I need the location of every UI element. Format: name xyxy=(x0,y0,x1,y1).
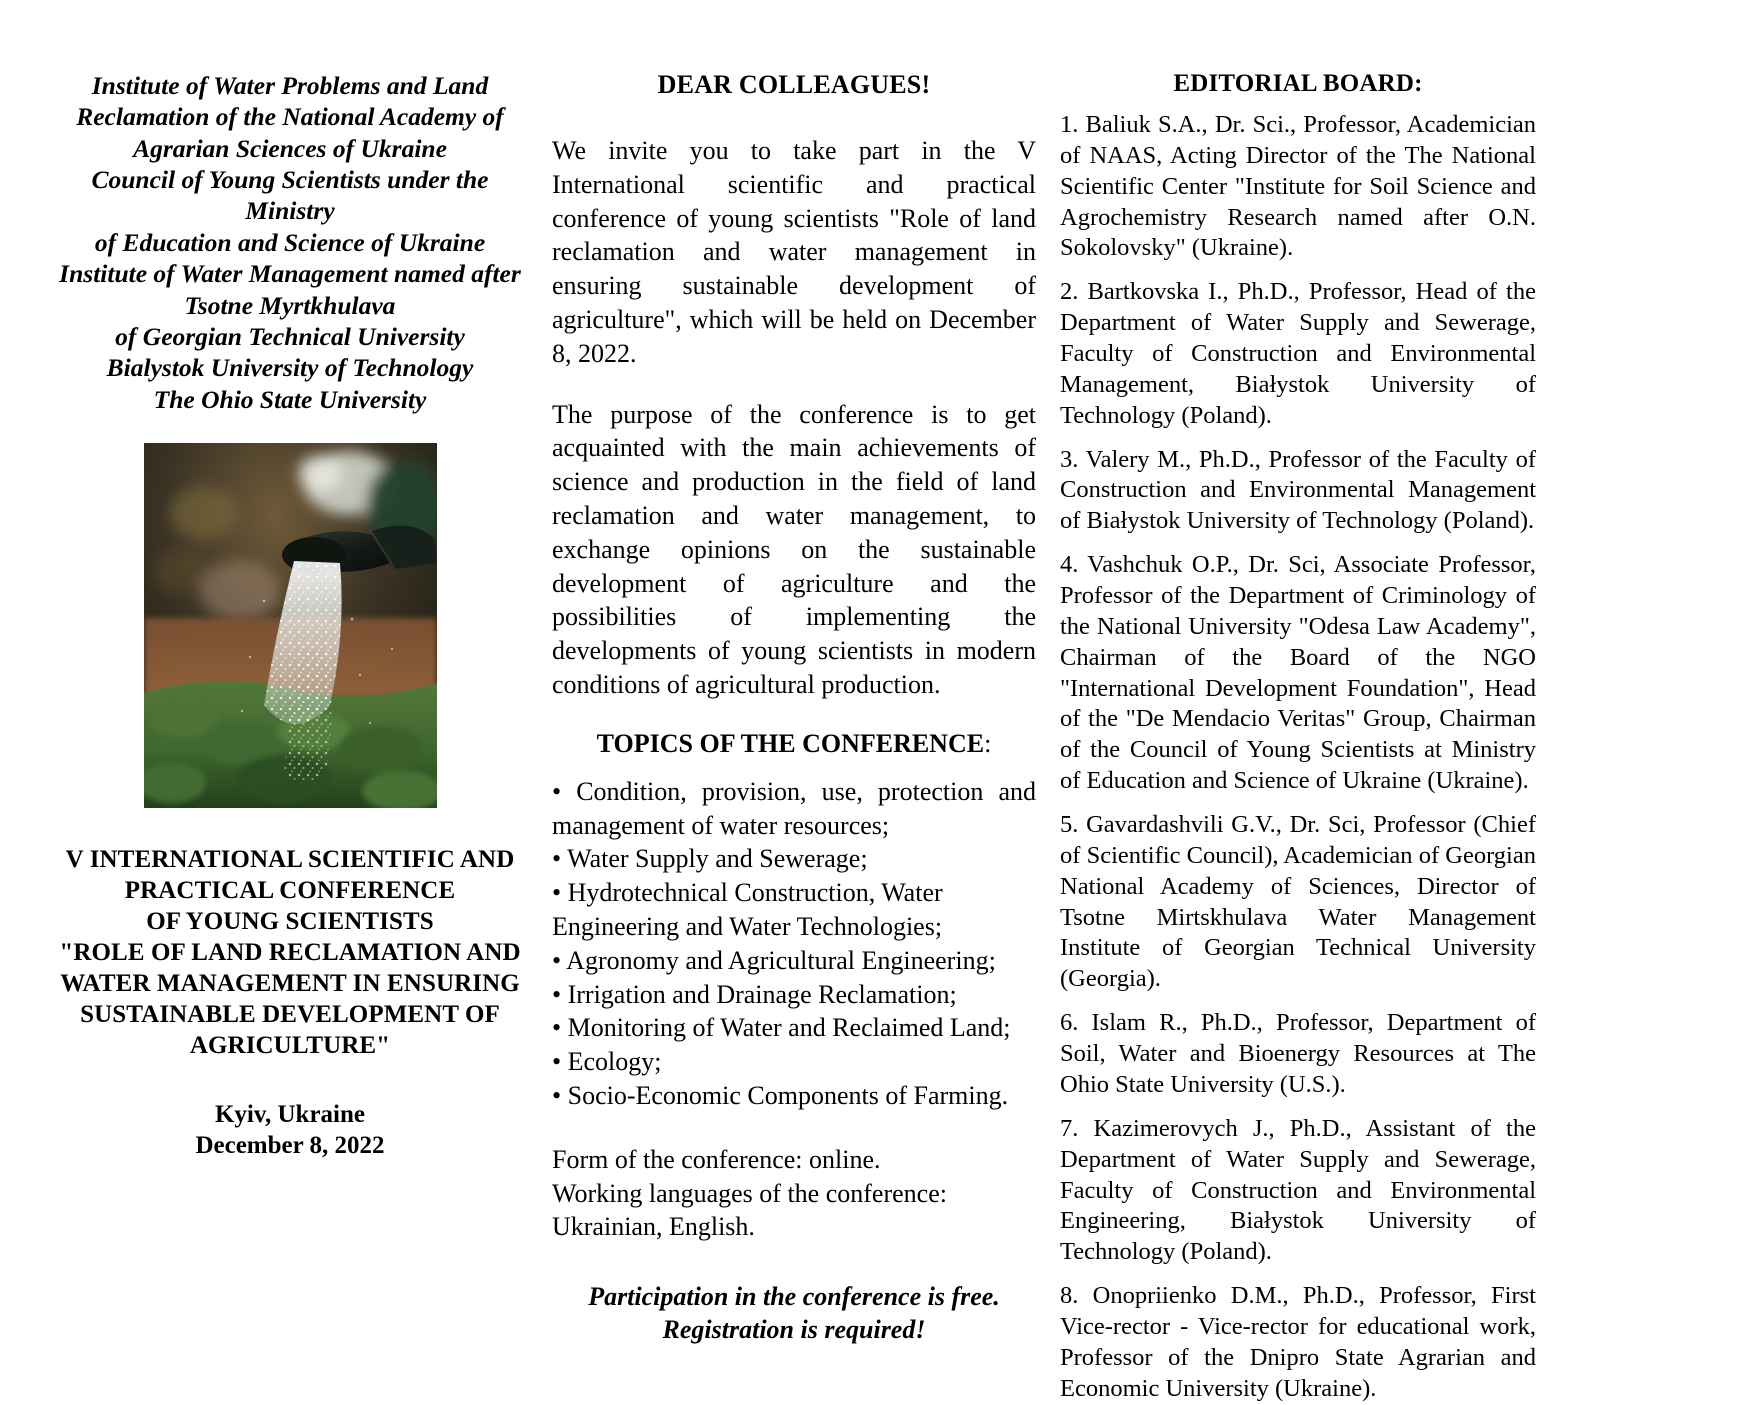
conference-title-line: SUSTAINABLE DEVELOPMENT OF xyxy=(80,1000,500,1028)
organizer-line: Agrarian Sciences of Ukraine xyxy=(133,133,447,163)
purpose-paragraph: The purpose of the conference is to get acquainted with the main achievements of science and production in the field of land reclamation and water management, to exchange opinions on the sustainable development of agriculture and the possibilities of implementing the developments of young scientists in modern conditions of agricultural production. xyxy=(552,399,1036,699)
invitation-paragraph: We invite you to take part in the V International scientific and practical conference of young scientists "Role of land reclamation and water management in ensuring sustainable development of agriculture", which will be held on December 8, 2022. xyxy=(552,136,1036,368)
topics-heading-text: TOPICS OF THE CONFERENCE xyxy=(596,728,985,758)
conference-languages: Working languages of the conference: Ukrainian, English. xyxy=(552,1178,947,1242)
registration-required-line: Registration is required! xyxy=(662,1315,926,1345)
photo-container xyxy=(144,443,437,808)
topic-item: • Ecology; xyxy=(552,1047,662,1077)
conference-date: December 8, 2022 xyxy=(195,1132,385,1160)
dear-colleagues-heading: DEAR COLLEAGUES! xyxy=(657,70,931,99)
topics-heading-colon: : xyxy=(984,728,992,758)
board-member-item: 1. Baliuk S.A., Dr. Sci., Professor, Academician of NAAS, Acting Director of the The National Scientific Center "Institute for Soil Science and Agrochemistry Research named after O.N. Sokolovsky" (Ukraine). xyxy=(1060,111,1536,262)
participation-free-line: Participation in the conference is free. xyxy=(588,1282,1000,1312)
conference-details xyxy=(552,1143,1036,1244)
place-and-date xyxy=(58,1099,522,1162)
topic-item: • Monitoring of Water and Reclaimed Land; xyxy=(552,1013,1011,1043)
left-column xyxy=(40,70,540,1162)
organizer-line: of Georgian Technical University xyxy=(115,321,465,351)
topic-item: • Agronomy and Agricultural Engineering; xyxy=(552,945,996,975)
right-column xyxy=(1048,70,1548,1405)
topic-item: • Condition, provision, use, protection and management of water resources; xyxy=(552,776,1036,840)
organizer-line: Council of Young Scientists under the Ministry xyxy=(91,165,489,226)
conference-title-line: OF YOUNG SCIENTISTS xyxy=(146,907,434,935)
topic-item: • Water Supply and Sewerage; xyxy=(552,844,868,874)
editorial-board-heading: EDITORIAL BOARD: xyxy=(1173,70,1423,97)
topic-item: • Irrigation and Drainage Reclamation; xyxy=(552,979,957,1009)
organizer-line: Institute of Water Management named after xyxy=(59,259,521,289)
conference-title-line: V INTERNATIONAL SCIENTIFIC AND xyxy=(65,845,515,873)
topic-item: • Hydrotechnical Construction, Water Engineering and Water Technologies; xyxy=(552,878,943,941)
organizer-line: The Ohio State University xyxy=(153,384,427,414)
board-member-item: 3. Valery M., Ph.D., Professor of the Faculty of Construction and Environmental Management of Białystok University of Technology (Poland). xyxy=(1060,445,1536,535)
organizers-block xyxy=(58,70,522,415)
board-member-item: 6. Islam R., Ph.D., Professor, Department of Soil, Water and Bioenergy Resources at The Ohio State University (U.S.). xyxy=(1060,1009,1536,1098)
organizer-line: of Education and Science of Ukraine xyxy=(94,227,486,257)
conference-place: Kyiv, Ukraine xyxy=(214,1100,365,1128)
participation-note xyxy=(552,1280,1036,1347)
middle-column xyxy=(540,70,1048,1347)
organizer-line: Bialystok University of Technology xyxy=(106,353,474,383)
board-member-item: 7. Kazimerovych J., Ph.D., Assistant of the Department of Water Supply and Sewerage, Faculty of Construction and Environmental Engineering, Białystok University of Technology (Poland). xyxy=(1060,1114,1536,1266)
watering-can-photo xyxy=(144,443,437,808)
topics-list xyxy=(552,775,1036,1113)
conference-title-line: PRACTICAL CONFERENCE xyxy=(124,876,456,904)
conference-title-line: WATER MANAGEMENT IN ENSURING xyxy=(60,969,520,997)
conference-form: Form of the conference: online. xyxy=(552,1144,881,1174)
conference-title-line: AGRICULTURE" xyxy=(189,1031,391,1059)
organizer-line: Reclamation of the National Academy of xyxy=(76,102,504,132)
editorial-board-list xyxy=(1060,110,1536,1405)
board-member-item: 8. Onopriienko D.M., Ph.D., Professor, First Vice-rector - Vice-rector for educational work, Professor of the Dnipro State Agrarian and Economic University (Ukraine). xyxy=(1060,1282,1536,1402)
topics-heading xyxy=(552,729,1036,759)
organizer-line: Institute of Water Problems and Land xyxy=(91,71,489,100)
conference-title xyxy=(58,844,522,1061)
board-member-item: 2. Bartkovska I., Ph.D., Professor, Head of the Department of Water Supply and Sewerage, Faculty of Construction and Environmental Management, Białystok University of Technology (Poland). xyxy=(1060,278,1536,429)
board-member-item: 4. Vashchuk O.P., Dr. Sci, Associate Professor, Professor of the Department of Criminology of the National University "Odesa Law Academy", Chairman of the Board of the NGO "International Development Foundation", Head of the "De Mendacio Veritas" Group, Chairman of the Council of Young Scientists at Ministry of Education and Science of Ukraine (Ukraine). xyxy=(1060,551,1536,795)
organizer-line: Tsotne Myrtkhulava xyxy=(184,290,396,320)
conference-title-line: "ROLE OF LAND RECLAMATION AND xyxy=(59,938,521,966)
topic-item: • Socio-Economic Components of Farming. xyxy=(552,1080,1009,1110)
board-member-item: 5. Gavardashvili G.V., Dr. Sci, Professor (Chief of Scientific Council), Academician of Georgian National Academy of Sciences, Director of Tsotne Mirtskhulava Water Management Institute of Georgian Technical University (Georgia). xyxy=(1060,811,1536,993)
